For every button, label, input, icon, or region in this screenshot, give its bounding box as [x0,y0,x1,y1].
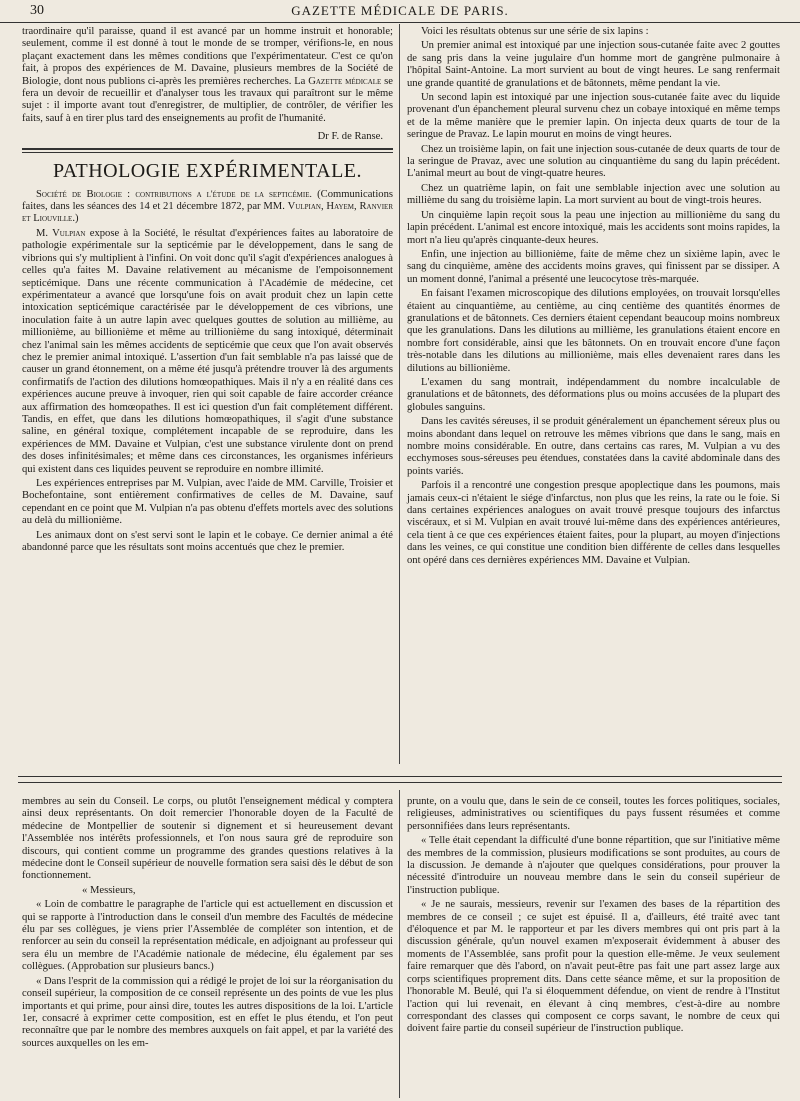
article-paragraph: membres au sein du Conseil. Le corps, ou plutôt l'enseignement médical y comptera ainsi deux représentants. On doit remercier l'honorable doyen de la Faculté de médecine de Montpellier de soutenir si dignement et si heureusement devant l'Assemblée nos intérêts professionnels, et l'on nous saura gré de reproduire son discours, qui contient comme un programme des grandes questions relatives à la médecine dont le Conseil supérieur de nouvelle formation sera saisi dès le début de son fonctionnement. [22,796,393,882]
column-divider-top [399,24,400,764]
editorial-text: traordinaire qu'il paraisse, quand il est avancé par un homme instruit et honorable; seulement, comme il est donné à tout le monde de se tromper, vérifions-le, en nous plaçant exactement dans les mêmes conditions que l'expérimentateur. C'est ce qu'on fait, à propos des expériences de M. Davaine, plusieurs membres de la Société de Biologie, dont nous publions ci-après les premières recherches. La [22,26,393,87]
article-paragraph [22,228,393,476]
article-column-bottom-left [22,796,393,1052]
article-paragraph: « Dans l'esprit de la commission qui a rédigé le projet de loi sur la réorganisation du conseil supérieur, la composition de ce conseil représente un des points de vue les plus importants et qui prime, pour ainsi dire, toutes les autres dispositions de la loi. L'article 1er, consacré à exprimer cette composition, est en effet le plus étendu, et l'on peut reconnaître que par le nombre des membres auxquels on fait appel, et par la variété des sources auxquelles on les em- [22,975,393,1049]
speech-salutation: « Messieurs, [82,884,136,896]
article-column-bottom-right [407,796,780,1038]
editorial-paragraph [22,26,393,125]
society-name: Société de Biologie : [36,188,131,200]
article-subtitle [22,189,393,226]
article-dates: (Communications faites, dans les séances des 14 et 21 décembre 1872, par MM. [22,188,394,213]
article-paragraph: Dans les cavités séreuses, il se produit généralement un épanchement séreux plus ou moins abondant dans lequel on retrouve les mêmes vibrions que dans le sang, mais en nombre moins considérable. En outre, dans certains cas rares, M. Vulpian a vu des ecchymoses sous-séreuses peu étendues, constatées dans la cavité abdominale dans des points variés. [407,416,780,477]
journal-title: GAZETTE MÉDICALE DE PARIS. [291,3,509,18]
article-paragraph: Un cinquième lapin reçoit sous la peau une injection au millionième du sang du lapin précédent. L'animal est encore intoxiqué, mais les accidents sont moins rapides, la mort n'a lieu qu'après cinquante-deux heures. [407,209,780,246]
article-paragraph: Un second lapin est intoxiqué par une injection sous-cutanée faite avec du liquide provenant d'un épanchement pleural survenu chez un cobaye intoxiqué en même temps et de la même manière que le premier lapin. On injecta deux quarts de tour de la seringue de Pravaz. Le lapin mourut en moins de vingt heures. [407,92,780,141]
page-number: 30 [30,3,44,18]
section-divider [18,776,782,777]
article-paragraph: Chez un quatrième lapin, on fait une semblable injection avec une solution au millième du sang du troisième lapin. La mort survient au bout de vingt-trois heures. [407,182,780,207]
article-paragraph: L'examen du sang montrait, indépendamment du nombre incalculable de granulations et de bâtonnets, des déformations plus ou moins accusées de la plupart des globules sanguins. [407,376,780,413]
article-paragraph: Chez un troisième lapin, on fait une injection sous-cutanée de deux quarts de tour de la seringue de Pravaz, avec une solution au cinquantième du sang du lapin précédent. L'animal meurt au bout de vingt-quatre heures. [407,143,780,180]
gazette-name: Gazette médicale [308,75,382,87]
article-paragraph: Voici les résultats obtenus sur une série de six lapins : [421,26,649,37]
author-signature: Dr F. de Ranse. [317,131,383,143]
paragraph-text: expose à la Société, le résultat d'expériences faites au laboratoire de pathologie expérimentale sur la septicémie par le développement, dans le sang de vibrions qui s'y multiplient à l'infini. On voit donc qu'il s'agit d'expériences analogues à celles qu'a faites M. Davaine relativement au mécanisme de l'empoisonnement septicémique. Dans une récente communication à l'Académie de médecine, cet expérimentateur a avancé que lorsqu'une fois on avait produit chez un lapin cette intoxication septicémique caractérisée par le développement de ces vibrions, une inoculation faite à un autre lapin avec quelques gouttes de solution au millième, au millionième, au billionième et même au trillionième du sang intoxiqué, déterminait chez l'animal sain les mêmes accidents de septicémie que ceux que l'on avait observés chez le premier animal intoxiqué. L'assertion d'un fait semblable n'a pas laissé que de causer un grand étonnement, on a même été jusqu'à prétendre trouver là des arguments confirmatifs de l'action des dilutions homœopathiques. Mais il n'y a en réalité dans ces expériences aucune preuve à invoquer, rien qui soit capable de faire accorder créance aux affirmation des homœopathes. Il est ici question d'un fait complétement différent. Tandis, en effet, que dans les dilutions homœopathiques, il s'agit d'une substance saline, en général toxique, complétement incapable de se reproduire, dans les expériences de MM. Davaine et Vulpian, c'est une substance virulente dont on prend des doses infinitésimales; et même dans ces circonstances, les organismes inférieurs qui existent dans ces liquides peuvent se reproduire en nombre illimité. [22,227,393,475]
column-divider-bottom [399,790,400,1098]
section-rule [22,148,393,153]
article-paragraph: prunte, on a voulu que, dans le sein de ce conseil, toutes les forces politiques, sociales, religieuses, administratives ou scientifiques du pays fussent résumées et comme personnifiées dans leurs représentants. [407,796,780,832]
article-topic: contributions a l'étude de la septicémie. [135,189,312,200]
article-paragraph: Enfin, une injection au billionième, faite de même chez un sixième lapin, avec le sang du cinquième, amène des accidents moins graves, qui finissent par se dissiper. A un moment donné, l'animal a présenté une leucocytose très-marquée. [407,248,780,285]
subtitle-close: ) [74,213,79,225]
section-divider-lower [18,782,782,783]
article-paragraph: « Telle était cependant la difficulté d'une bonne répartition, que sur l'initiative même des membres de la commission, plusieurs modifications se sont produites, au cours de la discussion. Je demande à n'ajouter que quelques considérations, pour prouver la nécessité d'introduire un nouveau membre dans le sein du conseil supérieur de l'instruction publique. [407,835,780,896]
article-paragraph: « Je ne saurais, messieurs, revenir sur l'examen des bases de la répartition des membres de ce conseil ; ce sujet est épuisé. Il a, d'ailleurs, été traité avec tant d'éloquence et par M. le rapporteur et par les divers membres qui ont pris part à la discussion générale, qu'un nouvel examen m'exposerait évidemment à abuser des moments de l'Assemblée, sans profit pour la question elle-même. Je veux seulement faire remarquer que dès l'abord, on n'avait peut-être pas fait une part assez large aux corps scientifiques proprement dits. Dans cette séance même, et sur la proposition de l'honorable M. Beulé, qui l'a si éloquemment défendue, on vient de rendre à l'Institut l'action qui lui revenait, en élevant à cinq membres, c'est-à-dire au nombre correspondant des classes qui composent ce corps savant, le nombre de ceux qui doivent faire partie du conseil supérieur de l'instruction publique. [407,899,780,1035]
article-paragraph: Les animaux dont on s'est servi sont le lapin et le cobaye. Ce dernier animal a été abandonné parce que les résultats sont moins accentués que chez le premier. [22,529,393,554]
article-column-top-right [407,26,780,569]
editorial-text-end: se fera un devoir de recueillir et d'analyser tous les travaux qui paraîtront sur le même sujet : il importe avant tout d'enregistrer, de multiplier, de contrôler, de vérifier les faits, sauf à en tirer plus tard des enseignements au profit de l'humanité. [22,75,393,124]
article-paragraph: Parfois il a rencontré une congestion presque apoplectique dans les poumons, mais jamais ceux-ci n'étaient le siége d'infarctus, non plus que les reins, la rate ou le foie. Si dans certaines expériences analogues on avait trouvé presque toujours des infarctus viscéraux, et si M. Vulpian en avait trouvé lui-même dans des expériences antérieures, cela tient à ce que ces expériences étaient faites, pour la plupart, au moyen d'injections dans les veines, ce qui constitue une condition bien différente de celles dans lesquelles ont opéré dans ces dernières expériences MM. Davaine et Vulpian. [407,480,780,566]
article-paragraph: Un premier animal est intoxiqué par une injection sous-cutanée faite avec 2 gouttes de sang pris dans la veine jugulaire d'un homme mort de gangrène pulmonaire à l'hôpital Saint-Antoine. La mort survient au bout de vingt heures. Le sang renfermait une grande quantité de granulations et de bâtonnets, même pendant la vie. [407,40,780,89]
article-paragraph: « Loin de combattre le paragraphe de l'article qui est actuellement en discussion et qui se rapporte à l'introduction dans le conseil d'un membre des Facultés de médecine élu par ses collègues, je viens prier l'Assemblée de compléter son intention, et de renforcer au sein du conseil la représentation médicale, en adjoignant au professeur qui sera élu un membre de l'Académie nationale de médecine, élu également par ses collègues. (Approbation sur plusieurs bancs.) [22,899,393,973]
section-title: PATHOLOGIE EXPÉRIMENTALE. [52,159,363,182]
article-authors: Vulpian, Hayem, Ranvier et Liouville. [22,201,393,225]
article-column-top-left [22,26,393,556]
article-paragraph: En faisant l'examen microscopique des dilutions employées, on trouvait lorsqu'elles étaient au cinquantième, au centième, au cinq centième des quantités énormes de granulations et de bâtonnets. Ces derniers étaient cependant beaucoup moins nombreux que les granulations. Dans les dilutions au millième, les granulations étaient encore en nombre fort considérable, ainsi que les bâtonnets. On en trouvait encore d'une façon très-notable dans les dilutions au millionième, mais elles devenaient rares dans les dilutions au billionième. [407,288,780,374]
article-paragraph: Les expériences entreprises par M. Vulpian, avec l'aide de MM. Carville, Troisier et Bochefontaine, sont entièrement confirmatives de celles de M. Davaine, sauf cependant en ce point que M. Vulpian n'a pas obtenu d'effets mortels avec des solutions au delà du millionième. [22,478,393,527]
page-header [0,0,800,23]
author-name: M. Vulpian [36,227,86,239]
